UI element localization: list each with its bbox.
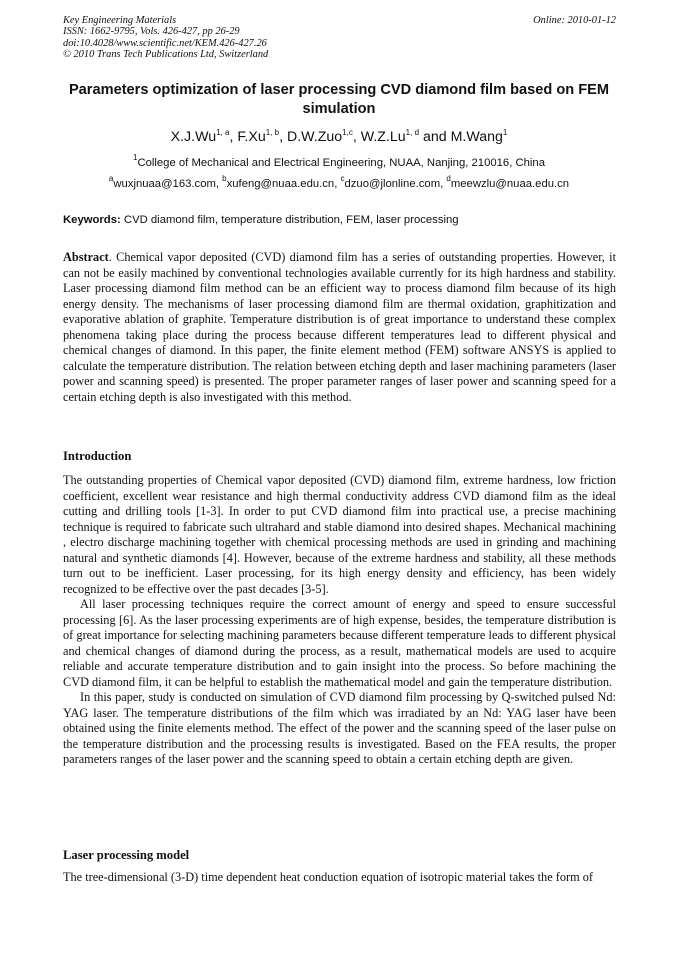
author-sup: 1,c: [342, 128, 353, 137]
affiliation: [40, 153, 638, 171]
email-link[interactable]: xufeng@nuaa.edu.cn,: [226, 178, 338, 190]
author-name: F.Xu: [237, 129, 266, 145]
author-name: W.Z.Lu: [360, 129, 406, 145]
affiliation-sup: 1: [132, 153, 138, 162]
journal-header: [63, 15, 616, 61]
author-sup: 1, d: [405, 128, 420, 137]
paragraph: In this paper, study is conducted on simulation of CVD diamond film processing by Q-switched pulsed Nd: YAG laser. The temperature distributions of the film which was irradiated by an Nd: YAG laser have been obtained using the finite elements method. The effect of the power and the scanning speed of the laser pulse on the temperature distribution and the processing results is investigated. Based on the FEA results, the proper parameters ranges of the laser power and the scanning speed to obtain a certain etching depth are given.: [63, 690, 616, 766]
abstract-label: Abstract: [63, 250, 109, 264]
author-sup: 1: [502, 128, 508, 137]
author-name: X.J.Wu: [170, 129, 217, 145]
email-sup: a: [108, 174, 114, 183]
email-sup: c: [340, 174, 345, 183]
paragraph: All laser processing techniques require the correct amount of energy and speed to ensure successful processing [6]. As the laser processing experiments are of high expense, besides, the temperature distribution is of great importance for selecting machining parameters because different temperature leads to different physical and chemical changes of diamond during the process, as a result, mathematical models are used to acquire reliable and accurate temperature distribution and to gain insight into the process. So before machining the CVD diamond film, it can be helpful to establish the mathematical model and gain the temperature distribution.: [63, 597, 616, 689]
section-heading-introduction: Introduction: [63, 449, 132, 463]
affiliation-text: College of Mechanical and Electrical Engineering, NUAA, Nanjing, 210016, China: [137, 157, 545, 169]
abstract-text: . Chemical vapor deposited (CVD) diamond film has a series of outstanding properties. However, it can not be easily machined by conventional technologies available currently for its high hardness and stability. Laser processing diamond film method can be an efficient way to process diamond film because of its high energy density. The mechanisms of laser processing diamond film are thermal oxidation, graphitization and evaporative ablation of graphite. Temperature distribution is of great importance to understand these complex phenomena taking place during the process because different temperatures lead to different physical and chemical changes of diamond. In this paper, the finite element method (FEM) software ANSYS is applied to calculate the temperature distribution. The relation between etching depth and laser machining parameters (laser power and scanning speed) is presented. The proper parameter ranges of laser power and scanning speed for a certain etching depth is also investigated with this method.: [63, 250, 616, 404]
journal-name: Key Engineering Materials: [63, 15, 177, 26]
author-sup: 1, b: [265, 128, 280, 137]
keywords-label: Keywords:: [63, 214, 121, 226]
introduction-body: [63, 473, 616, 768]
email-sup: d: [446, 174, 451, 183]
keywords: [63, 213, 623, 228]
author-emails: [40, 174, 638, 192]
author-list: X.J.Wu$^{1, a}$, F.Xu$^{1, b}$, D.W.Zuo$^{1,c}$, W.Z.Lu$^{1, d}$ and M.Wang$^1$: [170, 128, 508, 145]
author-name: D.W.Zuo: [286, 129, 343, 145]
paragraph: The tree-dimensional (3-D) time dependent heat conduction equation of isotropic material takes the form of: [63, 870, 593, 884]
email-link[interactable]: dzuo@jlonline.com,: [344, 178, 444, 190]
email-link[interactable]: meewzlu@nuaa.edu.cn: [450, 178, 570, 190]
email-link[interactable]: wuxjnuaa@163.com,: [113, 178, 220, 190]
section-heading-model: Laser processing model: [63, 848, 190, 862]
online-date: Online: 2010-01-12: [533, 15, 616, 26]
paragraph: The outstanding properties of Chemical vapor deposited (CVD) diamond film, extreme hardness, low friction coefficient, excellent wear resistance and high thermal conductivity address CVD diamond film as the ideal cutting and drilling tools [1-3]. In order to put CVD diamond film into practical use, a precise machining technique is required to fabricate such ultrahard and stable diamond into desired shapes. Mechanical machining , electro discharge machining together with chemical processing methods are used in grinding and machining natural and synthetic diamonds [4]. However, because of the extreme hardness and stability, all these methods turn out to be inefficient. Laser processing, for its high energy density and efficiency, has been widely recognized to be effective over the past decades [3-5].: [63, 473, 616, 596]
email-sup: b: [222, 174, 227, 183]
author-name: M.Wang: [450, 129, 503, 145]
author-sup: 1, a: [216, 128, 230, 137]
journal-copyright: © 2010 Trans Tech Publications Ltd, Switzerland: [63, 49, 269, 61]
abstract: [63, 250, 616, 405]
keywords-text: CVD diamond film, temperature distribution, FEM, laser processing: [123, 214, 459, 226]
paper-title: Parameters optimization of laser processing CVD diamond film based on FEM simulation: [68, 82, 610, 117]
journal-issn: ISSN: 1662-9795, Vols. 426-427, pp 26-29: [63, 26, 240, 38]
author-and: and: [422, 129, 447, 145]
journal-doi: doi:10.4028/www.scientific.net/KEM.426-427.26: [63, 37, 267, 49]
